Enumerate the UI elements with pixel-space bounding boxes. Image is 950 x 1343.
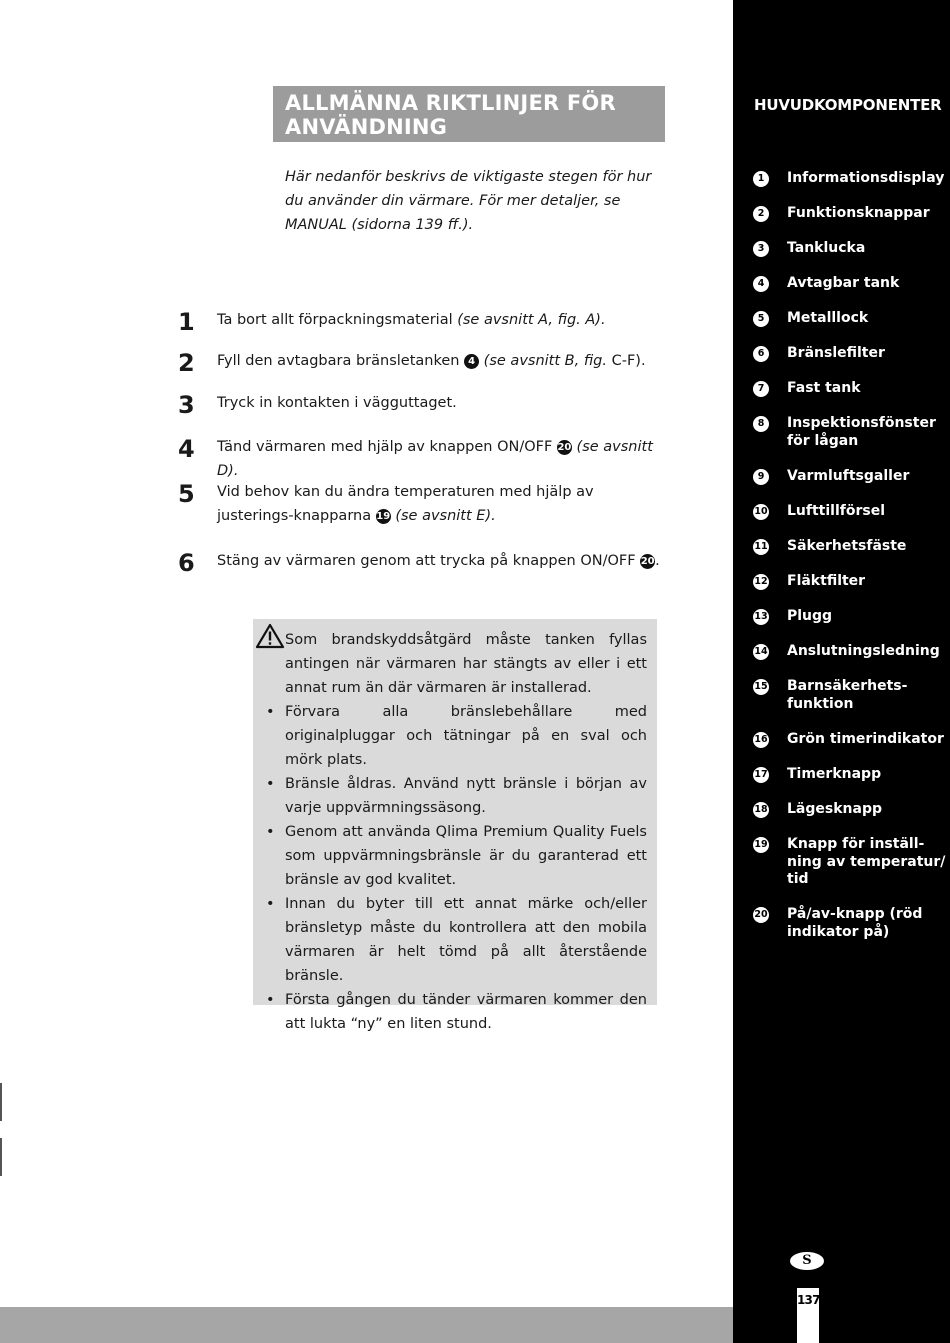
component-label: Grön timerindikator — [787, 731, 944, 747]
component-label: Knapp för inställ-ning av temperatur/ tid — [787, 836, 946, 887]
component-label: Säkerhetsfäste — [787, 538, 907, 554]
component-label: Lufttillförsel — [787, 503, 885, 519]
warning-bullet: • Förvara alla bränslebehållare med originalpluggar och tätningar på en sval och mörk plats. — [285, 700, 647, 772]
component-ref-badge: 4 — [464, 354, 479, 369]
component-number-badge: 20 — [753, 907, 769, 923]
component-label: Varmluftsgaller — [787, 468, 910, 484]
component-label: Fläktfilter — [787, 573, 866, 589]
component-label: Barnsäkerhets-funktion — [787, 678, 908, 712]
component-label: Inspektionsfönster för lågan — [787, 415, 936, 449]
warning-bullet: • Första gången du tänder värmaren kommer den att lukta “ny” en liten stund. — [285, 988, 647, 1036]
component-ref-badge: 20 — [640, 556, 655, 567]
component-label: Fast tank — [787, 380, 861, 396]
component-label: Metalllock — [787, 310, 869, 326]
step-number: 5 — [178, 480, 195, 508]
component-number-badge: 15 — [753, 679, 769, 695]
component-label: Tanklucka — [787, 240, 866, 256]
component-number-badge: 13 — [753, 609, 769, 625]
page-number-tab — [797, 1288, 819, 1343]
component-number-badge: 7 — [753, 381, 769, 397]
intro-text: Här nedanför beskrivs de viktigaste stegen för hur du använder din värmare. För mer detaljer, se MANUAL (sidorna 139 ff.). — [285, 169, 652, 233]
step-number: 3 — [178, 391, 195, 419]
component-number-badge: 19 — [753, 837, 769, 853]
component-number-badge: 10 — [753, 504, 769, 520]
component-label: Plugg — [787, 608, 833, 624]
warning-bullet: • Bränsle åldras. Använd nytt bränsle i början av varje uppvärmningssäsong. — [285, 772, 647, 820]
component-number-badge: 6 — [753, 346, 769, 362]
title-box — [273, 86, 665, 142]
component-number-badge: 18 — [753, 802, 769, 818]
component-label: Bränslefilter — [787, 345, 885, 361]
component-ref-badge: 19 — [376, 511, 391, 522]
component-number-badge: 4 — [753, 276, 769, 292]
component-label: Informationsdisplay — [787, 170, 945, 186]
step-text: Vid behov kan du ändra temperaturen med hjälp av justerings-knapparna 19 (se avsnitt E). — [217, 484, 594, 524]
component-number-badge: 17 — [753, 767, 769, 783]
step-number: 1 — [178, 308, 195, 336]
crop-mark — [0, 1138, 2, 1176]
component-number-badge: 8 — [753, 416, 769, 432]
footer-bar — [0, 1307, 733, 1343]
component-number-badge: 12 — [753, 574, 769, 590]
sidebar-title: HUVUDKOMPONENTER — [754, 96, 942, 114]
component-label: Lägesknapp — [787, 801, 882, 817]
component-number-badge: 3 — [753, 241, 769, 257]
component-label: Timerknapp — [787, 766, 882, 782]
component-number-badge: 16 — [753, 732, 769, 748]
warning-triangle-icon — [255, 623, 285, 649]
warning-bullet: • Innan du byter till ett annat märke och/eller bränsletyp måste du kontrollera att den mobila värmaren är helt tömd på allt återstående bränsle. — [285, 892, 647, 988]
component-number-badge: 11 — [753, 539, 769, 555]
component-number-badge: 1 — [753, 171, 769, 187]
sidebar — [733, 0, 950, 1343]
step-text: Stäng av värmaren genom att trycka på knappen ON/OFF 20. — [217, 553, 660, 569]
warning-bullets — [285, 700, 647, 1036]
component-number-badge: 14 — [753, 644, 769, 660]
component-label: Avtagbar tank — [787, 275, 900, 291]
warning-bullet: • Genom att använda Qlima Premium Quality Fuels som uppvärmningsbränsle är du garanterad ett bränsle av god kvalitet. — [285, 820, 647, 892]
warning-lead: Som brandskyddsåtgärd måste tanken fyllas antingen när värmaren har stängts av eller i ett annat rum än där värmaren är installerad. — [285, 632, 647, 696]
component-label: Anslutningsledning — [787, 643, 940, 659]
component-number-badge: 9 — [753, 469, 769, 485]
step-text: Fyll den avtagbara bränsletanken 4 (se avsnitt B, fig. C-F). — [217, 353, 646, 369]
component-number-badge: 5 — [753, 311, 769, 327]
warning-box — [253, 619, 657, 1032]
component-label: På/av-knapp (röd indikator på) — [787, 906, 923, 940]
page-title: ALLMÄNNA RIKTLINJER FÖR ANVÄNDNING — [285, 91, 616, 139]
component-label: Funktionsknappar — [787, 205, 930, 221]
component-number-badge: 2 — [753, 206, 769, 222]
step-number: 4 — [178, 435, 195, 463]
step-number: 2 — [178, 349, 195, 377]
step-number: 6 — [178, 549, 195, 577]
step-text: Tryck in kontakten i vägguttaget. — [217, 395, 457, 411]
step-text: Ta bort allt förpackningsmaterial (se avsnitt A, fig. A). — [217, 312, 606, 328]
component-ref-badge: 20 — [557, 442, 572, 453]
step-text: Tänd värmaren med hjälp av knappen ON/OFF 20 (se avsnitt D). — [217, 439, 653, 479]
page-number: 137 — [797, 1293, 820, 1307]
language-badge: S — [790, 1252, 824, 1270]
crop-mark — [0, 1083, 2, 1121]
